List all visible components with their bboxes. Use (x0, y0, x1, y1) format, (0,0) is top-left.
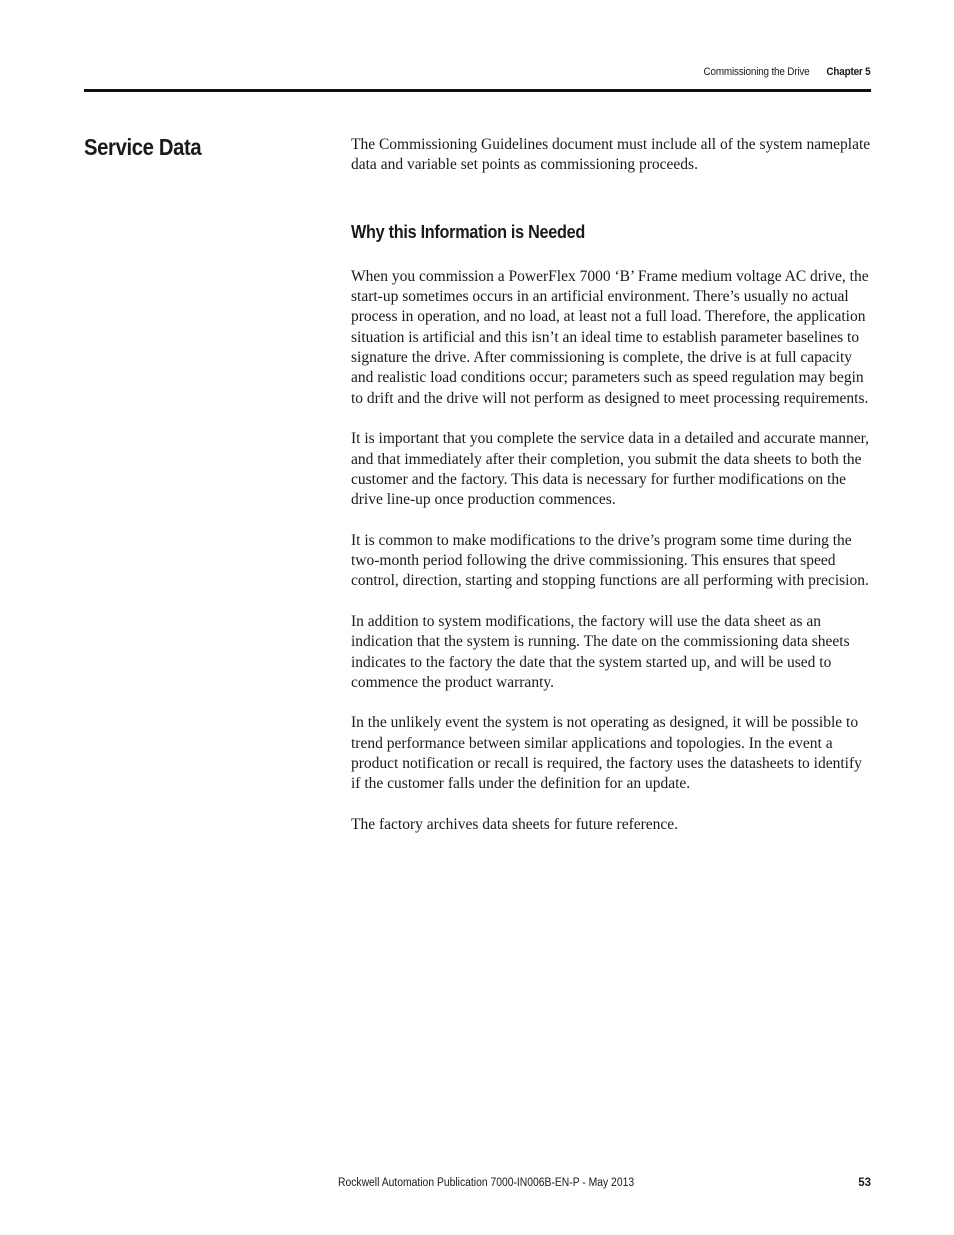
body-paragraph: When you commission a PowerFlex 7000 ‘B’ Frame medium voltage AC drive, the start-up sometimes occurs in an artificial environment. There’s usually no actual process in operation, and no load, at least not a full load. Therefore, the application situation is artificial and this isn’t an ideal time to establish parameter baselines to signature the drive. After commissioning is complete, the drive is at full capacity and realistic load conditions occur; parameters such as speed regulation may begin to drift and the drive will not perform as designed to meet processing requirements. (351, 267, 869, 407)
subheading: Why this Information is Needed (351, 221, 586, 242)
intro-paragraph: The Commissioning Guidelines document must include all of the system nameplate data and variable set points as commissioning proceeds. (351, 136, 871, 174)
body-paragraph: It is important that you complete the service data in a detailed and accurate manner, and that immediately after their completion, you submit the data sheets to both the customer and the factory. This data is necessary for further modifications on the drive line-up once production commences. (351, 430, 869, 509)
header-rule (84, 89, 871, 92)
publication-info: Rockwell Automation Publication 7000-IN006B-EN-P - May 2013 (338, 1177, 635, 1189)
running-header (703, 66, 870, 78)
body-paragraph: In addition to system modifications, the factory will use the data sheet as an indication that the system is running. The date on the commissioning data sheets indicates to the factory the date that the system started up, and will be used to commence the product warranty. (351, 612, 850, 691)
body-column (351, 135, 871, 856)
chapter-label: Chapter 5 (825, 66, 870, 78)
chapter-title: Commissioning the Drive (703, 66, 809, 78)
body-paragraph: It is common to make modifications to the drive’s program some time during the two-month period following the drive commissioning. This ensures that speed control, direction, starting and stopping functions are all performing with precision. (351, 531, 869, 590)
body-paragraph: In the unlikely event the system is not operating as designed, it will be possible to trend performance between similar applications and topologies. In the event a product notification or recall is required, the factory uses the datasheets to identify if the customer falls under the definition for an update. (351, 714, 862, 793)
page-number: 53 (858, 1177, 871, 1189)
section-title: Service Data (84, 134, 202, 160)
body-paragraph: The factory archives data sheets for future reference. (351, 815, 679, 833)
